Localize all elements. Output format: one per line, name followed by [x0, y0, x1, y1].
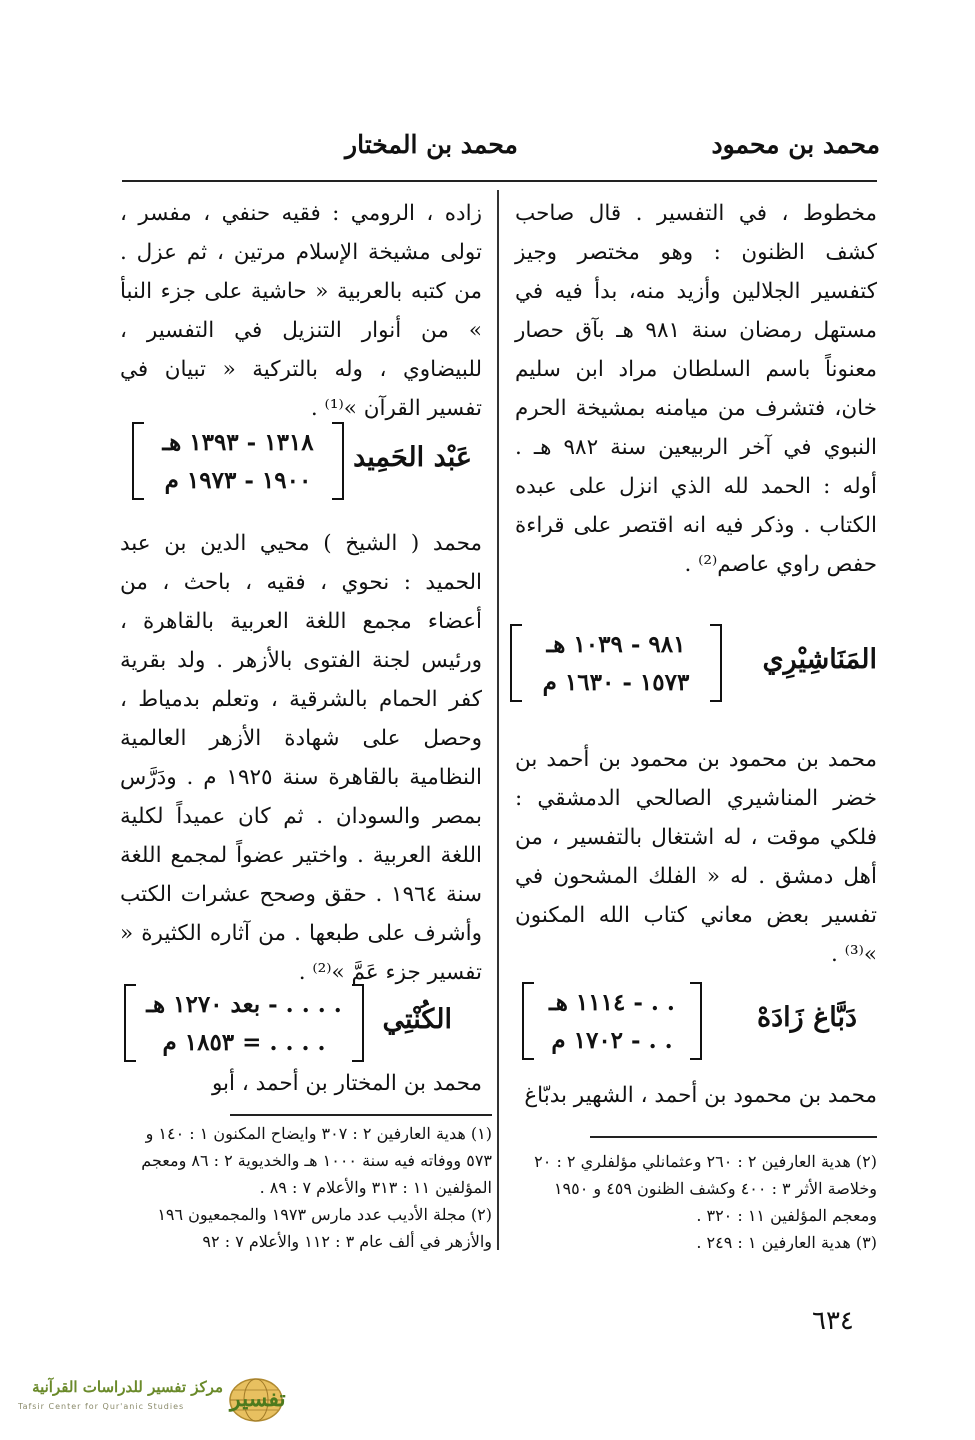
date-bracket — [132, 422, 344, 500]
logo-arabic-text: مركز تفسير للدراسات القرآنية — [32, 1378, 223, 1396]
date-bracket — [124, 984, 364, 1062]
right-col-paragraph-3: محمد بن محمود بن أحمد ، الشهير بدبّاغ — [524, 1083, 877, 1108]
right-footnotes — [515, 1148, 877, 1256]
footnote-rule-left — [230, 1114, 492, 1116]
footnote-rule-right — [590, 1136, 877, 1138]
footnote: (٢) مجلة الأديب عدد مارس ١٩٧٣ والمجمعيون ١٩٦ والأزهر في ألف عام ٣ : ١١٢ والأعلام ٧ : ٩٢ — [157, 1205, 492, 1251]
running-header-left: محمد بن المختار — [345, 130, 518, 159]
right-entry-header-2 — [522, 982, 877, 1060]
date-gregorian: ١٩٠٠ - ١٩٧٣ م — [164, 467, 312, 494]
entry-name: الكُنْتِي — [382, 1004, 452, 1035]
header-rule — [122, 180, 877, 182]
logo-wordmark: تفسير — [230, 1386, 286, 1412]
entry-name: دَبَّاغ زَادَهْ — [757, 1002, 857, 1033]
page-number: ٦٣٤ — [812, 1306, 854, 1336]
date-gregorian: ١٥٧٣ - ١٦٣٠ م — [542, 669, 690, 696]
date-bracket — [522, 982, 702, 1060]
footnote: (١) هدية العارفين ٢ : ٣٠٧ وايضاح المكنون ١ : ١٤٠ و ٥٧٣ ووفاته فيه سنة ١٠٠٠ هـ والخديوية ٢ : ٨٦ ومعجم المؤلفين ١١ : ٣١٣ والأعلام ٧ : ٨٩ . — [141, 1124, 492, 1197]
entry-name: عَبْد الحَمِيد — [353, 442, 472, 473]
date-gregorian: . . - ١٧٠٢ م — [551, 1027, 673, 1054]
logo-english-text: Tafsir Center for Qur'anic Studies — [18, 1402, 185, 1411]
column-divider — [497, 190, 499, 1250]
entry-name: المَنَاشِيْرِي — [762, 644, 877, 675]
left-col-paragraph-2: محمد ( الشيخ ) محيي الدين بن عبد الحميد : نحوي ، فقيه ، باحث ، من أعضاء مجمع اللغة العربية بالقاهرة ، ورئيس لجنة الفتوى بالأزهر . ولد بقرية كفر الحمام بالشرقية ، وتعلم بدمياط ، وحصل على شهادة الأزهر العالمية النظامية بالقاهرة سنة ١٩٢٥ م . ودَرَّس بمصر والسودان . ثم كان عميداً لكلية اللغة العربية . واختير عضواً لمجمع اللغة سنة ١٩٦٤ . حقق وصحح عشرات الكتب وأشرف على طبعها . من آثاره الكثيرة « تفسير جزء عَمَّ »⁽²⁾ . — [120, 531, 482, 985]
left-col-paragraph-1: زاده ، الرومي : فقيه حنفي ، مفسر ، تولى مشيخة الإسلام مرتين ، ثم عزل . من كتبه بالعربية « حاشية على جزء النبأ » من أنوار التنزيل في التفسير ، للبيضاوي ، وله بالتركية « تبيان في تفسير القرآن »⁽¹⁾ . — [120, 201, 482, 421]
date-gregorian: . . . . = ١٨٥٣ م — [162, 1029, 326, 1056]
date-hijri: . . . . - بعد ١٢٧٠ هـ — [146, 991, 342, 1018]
footnote: (٢) هدية العارفين ٢ : ٢٦٠ وعثمانلي مؤلفلري ٢ : ٢٠ وخلاصة الأثر ٣ : ٤٠٠ وكشف الظنون ٤٥٩ و ١٩٥٠ ومعجم المؤلفين ١١ : ٣٢٠ . — [534, 1152, 877, 1225]
left-footnotes — [120, 1120, 492, 1255]
right-col-paragraph-2: محمد بن محمود بن محمود بن أحمد بن خضر المناشيري الصالحي الدمشقي : فلكي موقت ، له اشتغال بالتفسير ، من أهل دمشق . له « الفلك المشحون في تفسير بعض معاني كتاب الله المكنون »⁽³⁾ . — [515, 747, 877, 967]
date-hijri: ٩٨١ - ١٠٣٩ هـ — [546, 631, 686, 658]
running-header-right: محمد بن محمود — [711, 130, 880, 159]
left-entry-header-2 — [124, 984, 482, 1062]
tafsir-center-logo — [18, 1372, 290, 1428]
left-col-paragraph-3: محمد بن المختار بن أحمد ، أبو — [211, 1071, 482, 1096]
right-entry-header-1 — [510, 624, 877, 702]
date-hijri: ١٣١٨ - ١٣٩٣ هـ — [162, 429, 314, 456]
date-bracket — [510, 624, 722, 702]
left-entry-header-1 — [132, 422, 482, 500]
right-col-paragraph-1: مخطوط ، في التفسير . قال صاحب كشف الظنون : وهو مختصر وجيز كتفسير الجلالين وأزيد منه، بدأ فيه في مستهل رمضان سنة ٩٨١ هـ بآق حصار معنوناً باسم السلطان مراد ابن سليم خان، فتشرف من ميامنه بمشيخة الحرم النبوي في آخر الربيعين سنة ٩٨٢ هـ . أوله : الحمد لله الذي انزل على عبده الكتاب . وذكر فيه انه اقتصر على قراءة حفص راوي عاصم⁽²⁾ . — [515, 201, 878, 577]
date-hijri: . . - ١١١٤ هـ — [549, 989, 675, 1016]
footnote: (٣) هدية العارفين ١ : ٢٤٩ . — [696, 1233, 877, 1252]
